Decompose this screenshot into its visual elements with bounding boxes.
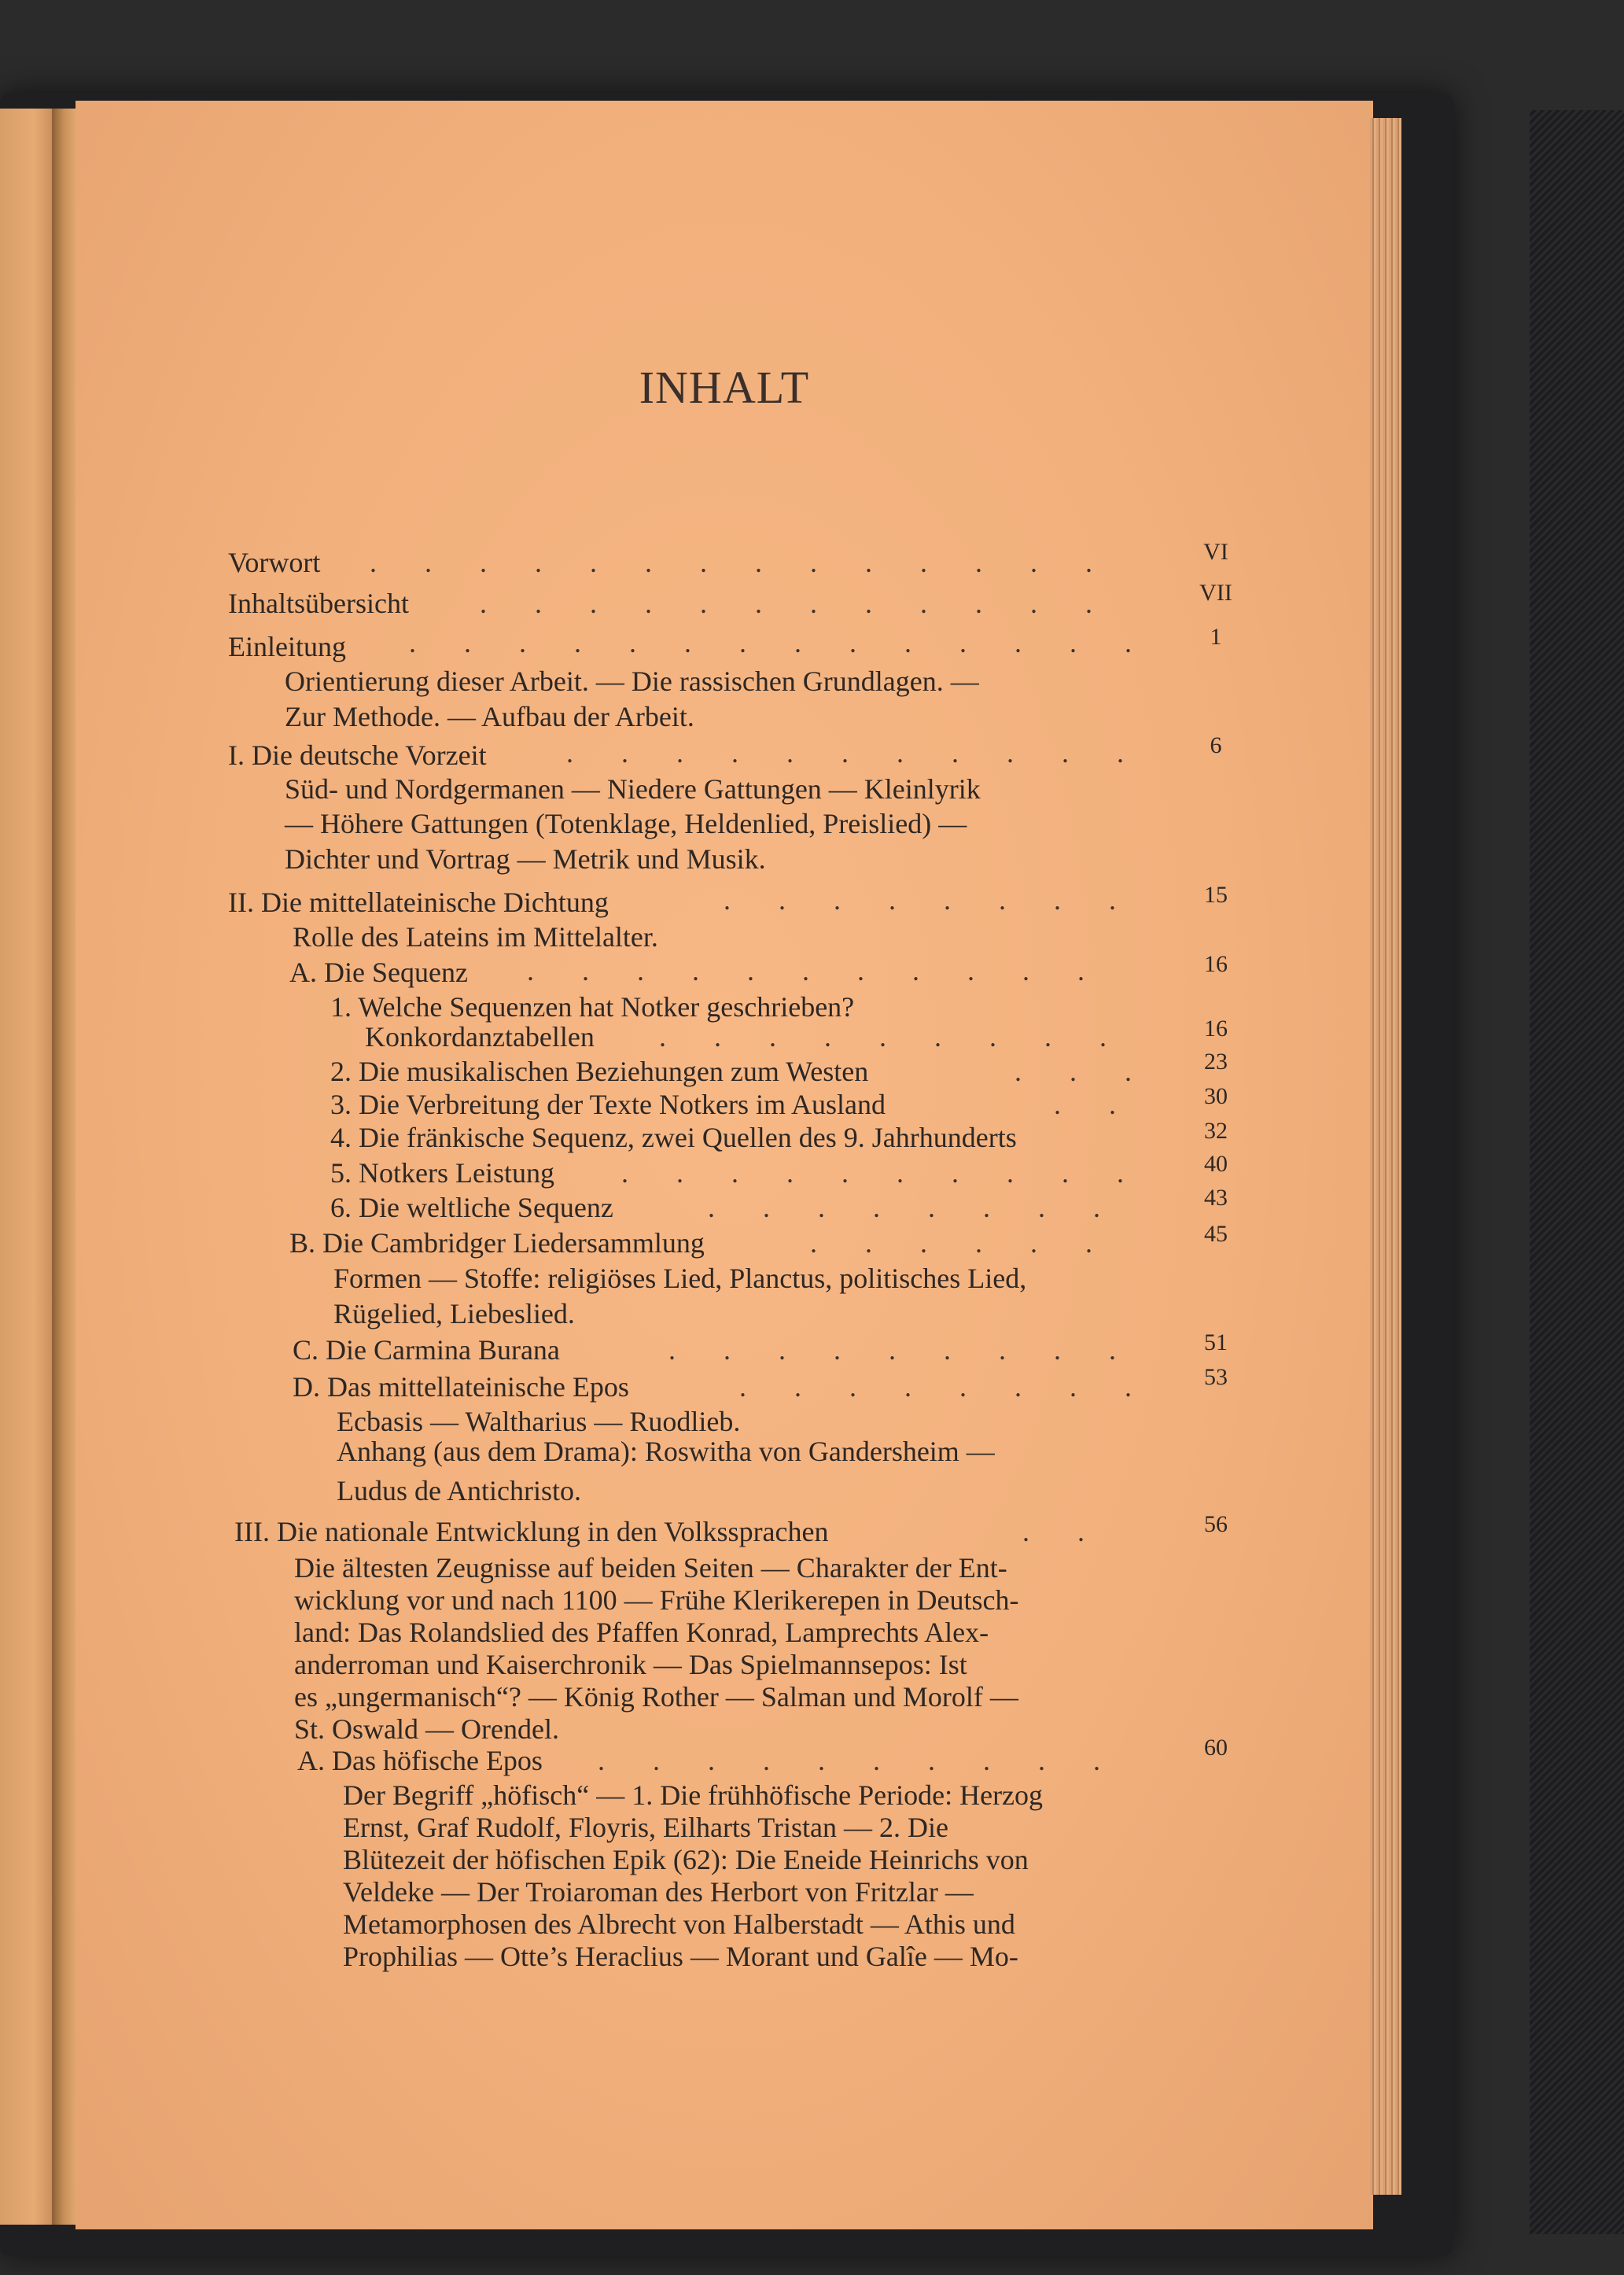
toc-description-line: wicklung vor und nach 1100 — Frühe Klerikerepen in Deutsch- <box>294 1584 1019 1616</box>
toc-description-line: Veldeke — Der Troiaroman des Herbort von Fritzlar — <box>343 1876 974 1908</box>
toc-entry-2a5: 5. Notkers Leistung <box>330 1157 554 1189</box>
leader-dots: . . . . . . . . . . . . . . <box>370 547 1113 578</box>
toc-description-line: Rolle des Lateins im Mittelalter. <box>293 921 658 953</box>
toc-entry-inhaltsuebersicht: Inhaltsübersicht <box>228 588 409 619</box>
leader-dots: . . . . . . . . . <box>659 1021 1127 1053</box>
toc-entry-section-2d: D. Das mittellateinische Epos <box>293 1371 629 1403</box>
toc-entry-section-3a: A. Das höfische Epos <box>297 1745 543 1776</box>
toc-description-line: Metamorphosen des Albrecht von Halberstadt — Athis und <box>343 1908 1015 1940</box>
page-number: 43 <box>1204 1185 1228 1211</box>
leader-dots: . . . . . . . . . . . . <box>480 588 1113 619</box>
page-title: INHALT <box>639 361 810 413</box>
toc-entry-chapter-3: III. Die nationale Entwicklung in den Volkssprachen <box>234 1516 829 1547</box>
toc-description-line: Anhang (aus dem Drama): Roswitha von Gandersheim — <box>337 1436 995 1467</box>
leader-dots: . . . . . . . . . . . . . . <box>409 627 1152 658</box>
leader-dots: . . . . . . . . . . . <box>527 955 1105 986</box>
page-number: 40 <box>1204 1151 1228 1177</box>
page-number: 16 <box>1204 951 1228 977</box>
toc-description-line: Ecbasis — Waltharius — Ruodlieb. <box>337 1406 741 1437</box>
toc-description-line: anderroman und Kaiserchronik — Das Spielmannsepos: Ist <box>294 1649 967 1680</box>
leader-dots: . . . . . . . . . <box>668 1334 1136 1366</box>
toc-description-line: Prophilias — Otte’s Heraclius — Morant und Galîe — Mo- <box>343 1941 1018 1972</box>
leader-dots: . . <box>1054 1089 1136 1120</box>
left-page-edge <box>0 109 57 2225</box>
toc-description-line: Die ältesten Zeugnisse auf beiden Seiten — Charakter der Ent- <box>294 1552 1007 1584</box>
page-number: 16 <box>1204 1016 1228 1042</box>
toc-entry-2a2: 2. Die musikalischen Beziehungen zum Westen <box>330 1056 869 1087</box>
toc-entry-section-2b: B. Die Cambridger Liedersammlung <box>289 1227 705 1259</box>
page-number: 23 <box>1204 1049 1228 1075</box>
cover-texture <box>1530 110 1624 2234</box>
toc-entry-2a1-line2: Konkordanztabellen <box>365 1021 595 1053</box>
page-number: 45 <box>1204 1221 1228 1247</box>
toc-entry-chapter-1: I. Die deutsche Vorzeit <box>228 739 487 771</box>
page-stack-edges <box>1370 118 1401 2195</box>
page-number: 1 <box>1210 624 1222 650</box>
toc-entry-section-2c: C. Die Carmina Burana <box>293 1334 560 1366</box>
toc-description-line: Süd- und Nordgermanen — Niedere Gattungen — Kleinlyrik <box>285 773 981 805</box>
page-number: 56 <box>1204 1511 1228 1537</box>
leader-dots: . . . . . . . . <box>708 1192 1121 1223</box>
toc-entry-vorwort: Vorwort <box>228 547 321 578</box>
page-number: 6 <box>1210 732 1222 758</box>
toc-description-line: St. Oswald — Orendel. <box>294 1713 559 1745</box>
toc-description-line: Dichter und Vortrag — Metrik und Musik. <box>285 843 766 875</box>
toc-entry-section-2a: A. Die Sequenz <box>289 957 468 988</box>
page-number: VII <box>1199 580 1232 606</box>
toc-entry-2a6: 6. Die weltliche Sequenz <box>330 1192 613 1223</box>
toc-description-line: Formen — Stoffe: religiöses Lied, Planctus, politisches Lied, <box>333 1263 1027 1294</box>
leader-dots: . . . . . . . . <box>739 1371 1152 1403</box>
toc-description-line: Rügelied, Liebeslied. <box>333 1298 575 1329</box>
page-number: 30 <box>1204 1083 1228 1109</box>
leader-dots: . . . <box>1015 1056 1152 1087</box>
page-number: VI <box>1203 539 1228 565</box>
toc-entry-2a1: 1. Welche Sequenzen hat Notker geschrieben? <box>330 991 855 1023</box>
toc-description-line: Ludus de Antichristo. <box>337 1475 581 1506</box>
page-number: 51 <box>1204 1329 1228 1355</box>
toc-description-line: Orientierung dieser Arbeit. — Die rassischen Grundlagen. — <box>285 666 979 697</box>
toc-description-line: es „ungermanisch“? — König Rother — Salman und Morolf — <box>294 1681 1018 1713</box>
page-number: 60 <box>1204 1735 1228 1761</box>
leader-dots: . . . . . . . . . . . <box>566 737 1144 769</box>
leader-dots: . . <box>1022 1516 1105 1547</box>
leader-dots: . . . . . . . . . . <box>621 1157 1144 1189</box>
page-number: 32 <box>1204 1118 1228 1144</box>
toc-entry-2a3: 3. Die Verbreitung der Texte Notkers im Ausland <box>330 1089 886 1120</box>
page-number: 15 <box>1204 882 1228 908</box>
leader-dots: . . . . . . <box>810 1227 1113 1259</box>
toc-description-line: Der Begriff „höfisch“ — 1. Die frühhöfische Periode: Herzog <box>343 1779 1044 1811</box>
toc-description-line: Zur Methode. — Aufbau der Arbeit. <box>285 701 694 732</box>
leader-dots: . . . . . . . . . . <box>598 1745 1121 1776</box>
toc-entry-2a4: 4. Die fränkische Sequenz, zwei Quellen des 9. Jahrhunderts <box>330 1122 1017 1153</box>
toc-entry-chapter-2: II. Die mittellateinische Dichtung <box>228 887 609 918</box>
toc-description-line: Blütezeit der höfischen Epik (62): Die Eneide Heinrichs von <box>343 1844 1029 1875</box>
leader-dots: . . . . . . . . <box>724 884 1136 916</box>
toc-description-line: — Höhere Gattungen (Totenklage, Heldenlied, Preislied) — <box>285 808 967 839</box>
page-number: 53 <box>1204 1364 1228 1390</box>
toc-description-line: land: Das Rolandslied des Pfaffen Konrad, Lamprechts Alex- <box>294 1617 989 1648</box>
toc-description-line: Ernst, Graf Rudolf, Floyris, Eilharts Tristan — 2. Die <box>343 1812 948 1843</box>
toc-entry-einleitung: Einleitung <box>228 631 346 662</box>
book-gutter <box>52 109 79 2225</box>
